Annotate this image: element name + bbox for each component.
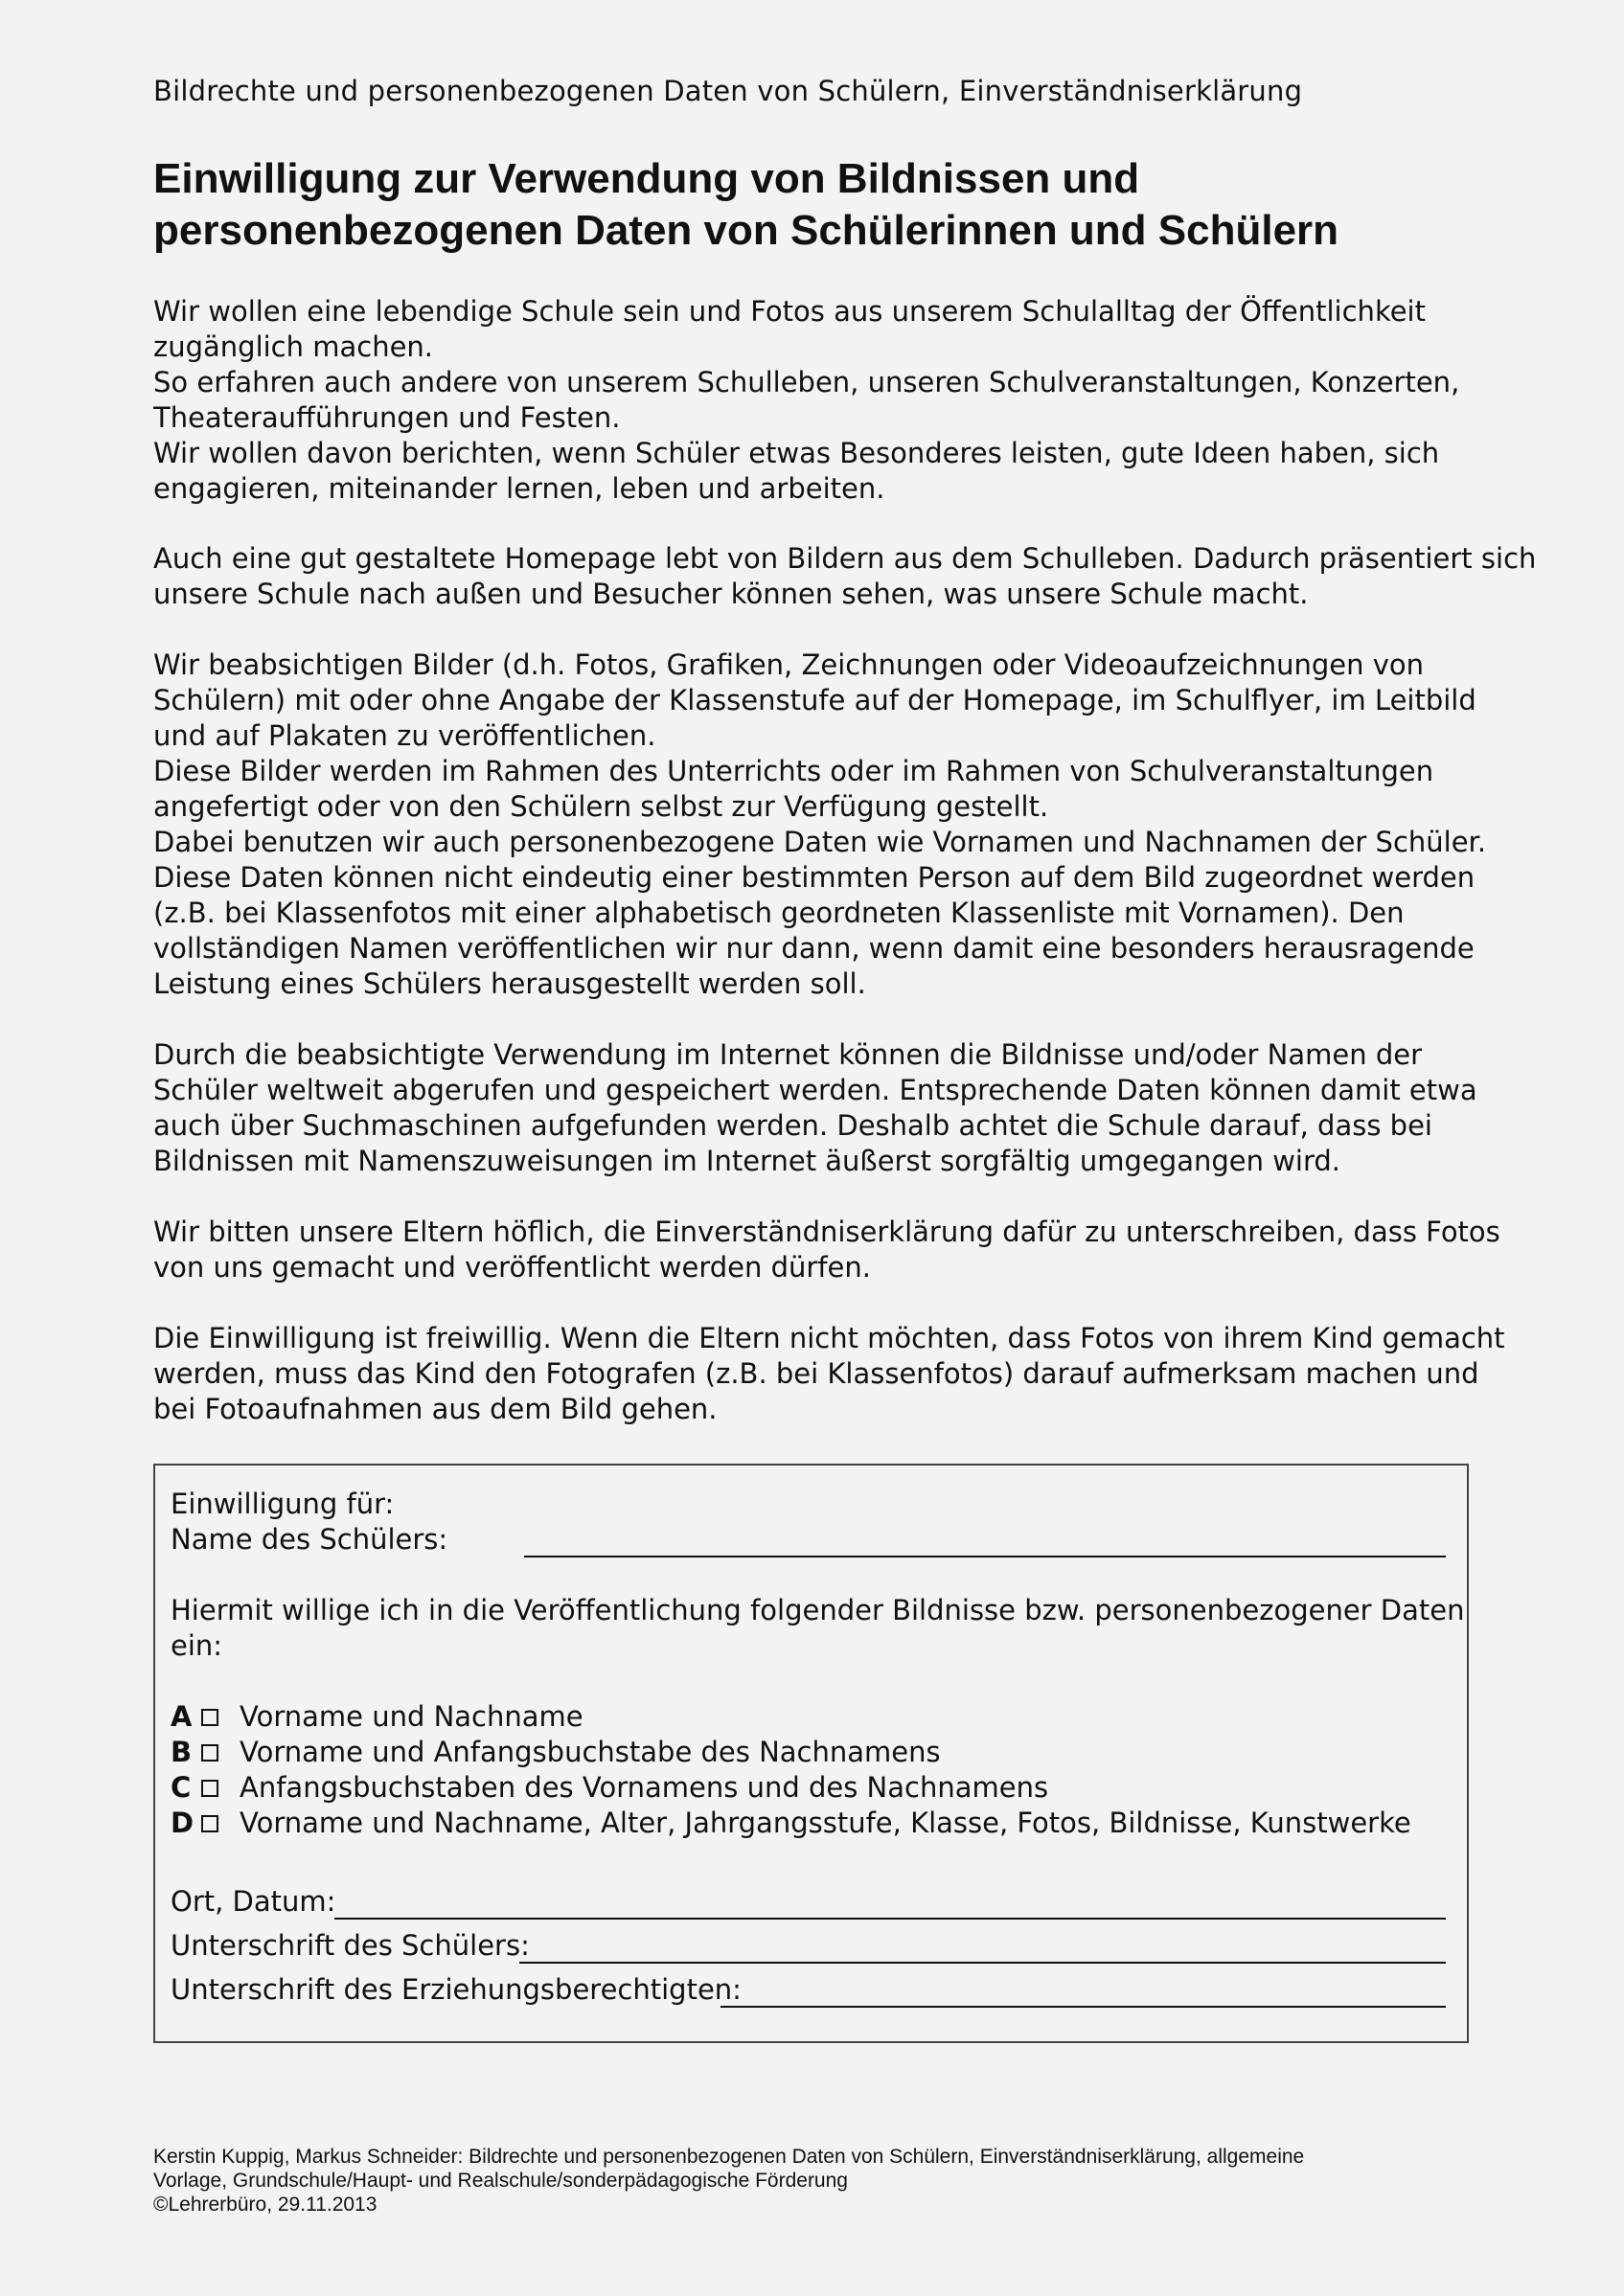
option-text: Vorname und Nachname xyxy=(240,1700,583,1733)
paragraph-line: Theateraufführungen und Festen. xyxy=(153,401,621,434)
option-c-checkbox[interactable] xyxy=(201,1780,218,1797)
paragraph-line: Wir beabsichtigen Bilder (d.h. Fotos, Grafiken, Zeichnungen oder Videoaufzeichnungen von xyxy=(153,648,1425,681)
guardian-signature-label: Unterschrift des Erziehungsberechtigten: xyxy=(171,1973,742,2006)
paragraph-homepage xyxy=(153,541,1537,612)
paragraph-line: Wir wollen eine lebendige Schule sein und Fotos aus unserem Schulalltag der Öffentlichkeit xyxy=(153,295,1426,328)
paragraph-intro xyxy=(153,294,1533,507)
student-name-field[interactable] xyxy=(524,1556,1446,1557)
option-letter: D xyxy=(171,1807,194,1839)
option-c xyxy=(171,1770,1048,1806)
paragraph-line: Wir wollen davon berichten, wenn Schüler etwas Besonderes leisten, gute Ideen haben, sich xyxy=(153,437,1440,469)
student-name-label: Name des Schülers: xyxy=(171,1523,448,1556)
paragraph-line: Wir bitten unsere Eltern höflich, die Einverständniserklärung dafür zu unterschreiben, dass Fotos xyxy=(153,1216,1500,1248)
student-signature-field[interactable] xyxy=(519,1962,1446,1964)
paragraph-line: zugänglich machen. xyxy=(153,330,434,363)
consent-form xyxy=(153,1464,1469,2043)
paragraph-line: engagieren, miteinander lernen, leben und arbeiten. xyxy=(153,472,885,505)
guardian-signature-field[interactable] xyxy=(721,2006,1446,2008)
option-b xyxy=(171,1735,941,1770)
place-date-field[interactable] xyxy=(334,1918,1446,1920)
option-text: Vorname und Anfangsbuchstabe des Nachnamens xyxy=(240,1736,941,1768)
paragraph-line: Bildnissen mit Namenszuweisungen im Internet äußerst sorgfältig umgegangen wird. xyxy=(153,1145,1341,1177)
page-title xyxy=(153,153,1495,257)
paragraph-line: Schülern) mit oder ohne Angabe der Klassenstufe auf der Homepage, im Schulflyer, im Leitbild xyxy=(153,684,1476,716)
option-b-checkbox[interactable] xyxy=(201,1744,218,1762)
paragraph-purpose xyxy=(153,648,1533,1002)
paragraph-voluntary xyxy=(153,1321,1533,1427)
consent-text: Hiermit willige ich in die Veröffentlichung folgender Bildnisse bzw. personenbezogener Daten xyxy=(171,1594,1465,1626)
title-line: personenbezogenen Daten von Schülerinnen und Schülern xyxy=(153,207,1339,254)
title-line: Einwilligung zur Verwendung von Bildnissen und xyxy=(153,155,1140,202)
paragraph-line: Leistung eines Schülers herausgestellt werden soll. xyxy=(153,967,866,1000)
footer-line: ©Lehrerbüro, 29.11.2013 xyxy=(153,2194,377,2216)
consent-text: ein: xyxy=(171,1629,223,1662)
option-letter: B xyxy=(171,1736,193,1768)
paragraph-line: Auch eine gut gestaltete Homepage lebt von Bildern aus dem Schulleben. Dadurch präsentiert sich xyxy=(153,542,1537,575)
option-letter: C xyxy=(171,1771,192,1804)
option-a xyxy=(171,1699,583,1735)
paragraph-line: und auf Plakaten zu veröffentlichen. xyxy=(153,719,656,752)
paragraph-line: Schüler weltweit abgerufen und gespeichert werden. Entsprechende Daten können damit etwa xyxy=(153,1074,1477,1106)
paragraph-request xyxy=(153,1215,1533,1285)
paragraph-line: bei Fotoaufnahmen aus dem Bild gehen. xyxy=(153,1393,718,1425)
paragraph-line: auch über Suchmaschinen aufgefunden werden. Deshalb achtet die Schule darauf, dass bei xyxy=(153,1109,1432,1142)
place-date-label: Ort, Datum: xyxy=(171,1885,336,1918)
student-signature-label: Unterschrift des Schülers: xyxy=(171,1929,530,1962)
option-text: Anfangsbuchstaben des Vornamens und des Nachnamens xyxy=(240,1771,1049,1804)
paragraph-line: Dabei benutzen wir auch personenbezogene Daten wie Vornamen und Nachnamen der Schüler. xyxy=(153,826,1487,858)
paragraph-line: Diese Bilder werden im Rahmen des Unterrichts oder im Rahmen von Schulveranstaltungen xyxy=(153,755,1434,787)
footer-line: Vorlage, Grundschule/Haupt- und Realschule/sonderpädagogische Förderung xyxy=(153,2170,848,2192)
consent-for-label: Einwilligung für: xyxy=(171,1488,395,1520)
paragraph-line: von uns gemacht und veröffentlicht werden dürfen. xyxy=(153,1251,871,1284)
paragraph-line: vollständigen Namen veröffentlichen wir nur dann, wenn damit eine besonders herausragende xyxy=(153,932,1475,965)
paragraph-line: Durch die beabsichtigte Verwendung im Internet können die Bildnisse und/oder Namen der xyxy=(153,1038,1422,1071)
option-a-checkbox[interactable] xyxy=(201,1709,218,1726)
paragraph-line: (z.B. bei Klassenfotos mit einer alphabetisch geordneten Klassenliste mit Vornamen). Den xyxy=(153,897,1405,929)
paragraph-line: werden, muss das Kind den Fotografen (z.B. bei Klassenfotos) darauf aufmerksam machen und xyxy=(153,1357,1479,1390)
option-text: Vorname und Nachname, Alter, Jahrgangsstufe, Klasse, Fotos, Bildnisse, Kunstwerke xyxy=(240,1807,1411,1839)
paragraph-line: So erfahren auch andere von unserem Schulleben, unseren Schulveranstaltungen, Konzerten, xyxy=(153,366,1460,398)
option-letter: A xyxy=(171,1700,193,1733)
option-d xyxy=(171,1806,1411,1841)
running-header: Bildrechte und personenbezogenen Daten von Schülern, Einverständniserklärung xyxy=(153,75,1303,107)
option-d-checkbox[interactable] xyxy=(201,1815,218,1832)
page-footer xyxy=(153,2145,1495,2216)
paragraph-line: Die Einwilligung ist freiwillig. Wenn die Eltern nicht möchten, dass Fotos von ihrem Kind gemacht xyxy=(153,1322,1505,1354)
paragraph-line: unsere Schule nach außen und Besucher können sehen, was unsere Schule macht. xyxy=(153,578,1309,610)
paragraph-line: angefertigt oder von den Schülern selbst zur Verfügung gestellt. xyxy=(153,790,1049,823)
paragraph-internet xyxy=(153,1037,1533,1179)
footer-line: Kerstin Kuppig, Markus Schneider: Bildrechte und personenbezogenen Daten von Schülern, Einverständniserklärung, allgemeine xyxy=(153,2146,1305,2168)
paragraph-line: Diese Daten können nicht eindeutig einer bestimmten Person auf dem Bild zugeordnet werden xyxy=(153,861,1475,894)
